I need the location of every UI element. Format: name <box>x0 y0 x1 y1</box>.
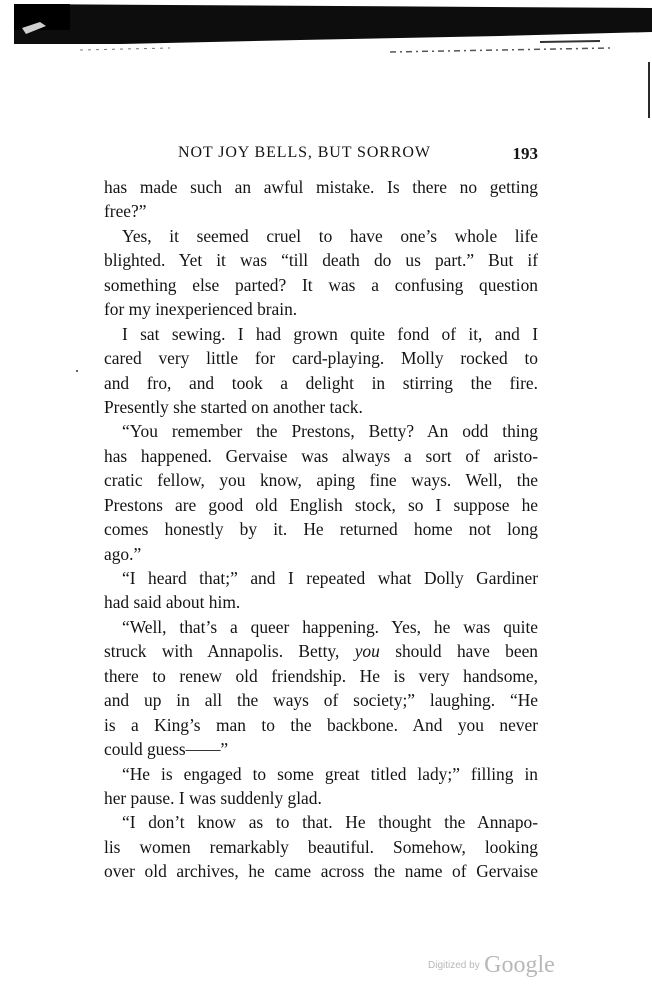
text-line: there to renew old friendship. He is very handsome, <box>104 665 538 686</box>
text-line: Prestons are good old English stock, so I suppose he <box>104 494 538 515</box>
text-line: “You remember the Prestons, Betty? An odd thing <box>122 421 538 442</box>
text-line: ago.” <box>104 543 142 564</box>
text-line: Yes, it seemed cruel to have one’s whole life <box>122 225 538 246</box>
text-line: cared very little for card-playing. Molly rocked to <box>104 348 538 369</box>
text-run: should have been <box>379 641 538 662</box>
watermark-brand: Google <box>484 952 555 978</box>
scan-speck <box>76 370 78 372</box>
text-line: Presently she started on another tack. <box>104 396 363 417</box>
watermark-prefix: Digitized by <box>428 960 480 971</box>
text-line: comes honestly by it. He returned home not long <box>104 519 538 540</box>
text-line: lis women remarkably beautiful. Somehow, looking <box>104 836 538 857</box>
text-run: struck with Annapolis. Betty, <box>104 641 355 662</box>
text-line: “He is engaged to some great titled lady;” filling in <box>122 763 538 784</box>
text-line: and up in all the ways of society;” laughing. “He <box>104 690 538 711</box>
text-line: had said about him. <box>104 592 241 613</box>
text-line: is a King’s man to the backbone. And you never <box>104 714 538 735</box>
running-title: NOT JOY BELLS, BUT SORROW <box>178 144 431 161</box>
text-line: something else parted? It was a confusing question <box>104 274 538 295</box>
text-line: blighted. Yet it was “till death do us part.” But if <box>104 250 538 271</box>
scan-edge-shadow <box>0 0 652 80</box>
text-line: free?” <box>104 201 147 222</box>
text-line: and fro, and took a delight in stirring the fire. <box>104 372 538 393</box>
text-line <box>104 639 538 663</box>
page-number: 193 <box>512 144 538 163</box>
text-line: cratic fellow, you know, aping fine ways. Well, the <box>104 470 538 491</box>
text-line: “Well, that’s a queer happening. Yes, he was quite <box>122 616 538 637</box>
text-line: has made such an awful mistake. Is there no getting <box>104 177 538 197</box>
digitization-watermark <box>428 952 555 979</box>
text-line: “I heard that;” and I repeated what Dolly Gardiner <box>122 568 538 588</box>
emphasis-word: you <box>354 641 380 662</box>
text-line: for my inexperienced brain. <box>104 299 298 320</box>
text-line: could guess——” <box>104 739 229 760</box>
body-text <box>104 175 538 884</box>
text-line: has happened. Gervaise was always a sort of aristo- <box>104 445 538 466</box>
text-line: her pause. I was suddenly glad. <box>104 787 322 808</box>
text-line: over old archives, he came across the name of Gervaise <box>104 861 538 882</box>
text-line: I sat sewing. I had grown quite fond of it, and I <box>122 323 538 344</box>
text-line: “I don’t know as to that. He thought the Annapo- <box>122 812 538 833</box>
running-head <box>104 144 540 170</box>
scan-edge-mark <box>648 62 650 118</box>
